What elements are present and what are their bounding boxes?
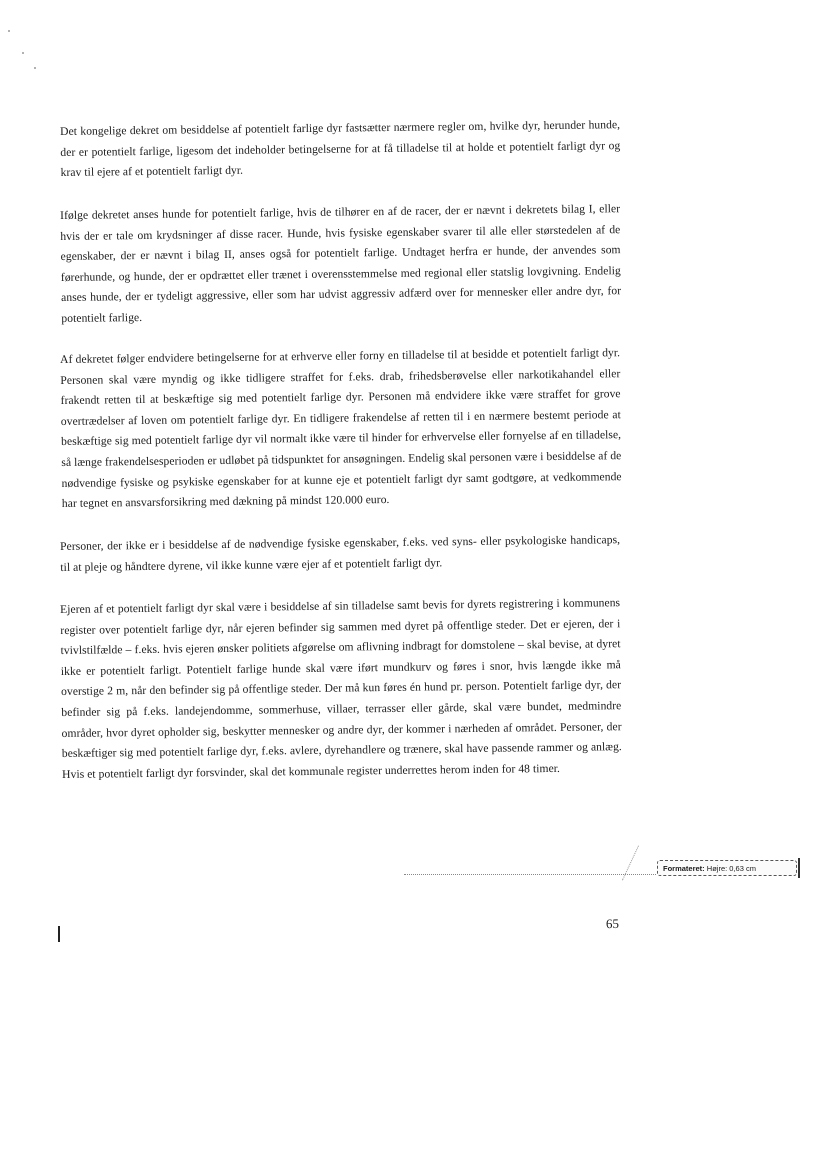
paragraph: Det kongelige dekret om besiddelse af potentielt farlige dyr fastsætter nærmere regler om, hvilke dyr, herunder hunde, der er potentielt farlige, ligesom det indeholder betingelserne for at få tilladelse til at holde et potentielt farligt dyr og krav til ejere af et potentielt farligt dyr.: [60, 118, 621, 180]
paragraph: Ejeren af et potentielt farligt dyr skal være i besiddelse af sin tilladelse samt bevis for dyrets registrering i kommunens register over potentielt farlige dyr, når ejeren befinder sig sammen med dyret på offentlige steder. Det er ejeren, der i tvivlstilfælde – f.eks. hvis ejeren ønsker politiets afgørelse om aflivning indbragt for domstolene – skal bevise, at dyret ikke er potentielt farligt. Potentielt farlige hunde skal være iført mundkurv og føres i snor, hvis længde ikke må overstige 2 m, når den befinder sig på offentlige steder. Der må kun føres én hund pr. person. Potentielt farlige dyr, der befinder sig på f.eks. landejendomme, sommerhuse, villaer, terrasser eller gårde, skal være bundet, medmindre områder, hvor dyret opholder sig, beskytter mennesker og andre dyr, der kommer i nærheden af området. Personer, der beskæftiger sig med potentielt farlige dyr, f.eks. avlere, dyrehandlere og trænere, skal have passende rammer og anlæg. Hvis et potentielt farligt dyr forsvinder, skal det kommunale register underrettes herom inden for 48 timer.: [60, 596, 622, 782]
change-bar: [58, 926, 60, 942]
page-number: 65: [605, 915, 620, 932]
comment-leader-line: [404, 874, 656, 875]
body-text: [60, 118, 622, 808]
comment-leader-line: [622, 846, 639, 881]
comment-text: Højre: 0,63 cm: [706, 864, 756, 873]
scan-speck: [34, 67, 36, 69]
paragraph: Ifølge dekretet anses hunde for potentielt farlige, hvis de tilhører en af de racer, der er nævnt i dekretets bilag I, eller hvis der er tale om krydsninger af disse racer. Hunde, hvis fysiske egenskaber svarer til alle eller størstedelen af de egenskaber, der er nævnt i bilag II, anses også for potentielt farlige. Undtaget herfra er hunde, der anvendes som førerhunde, og hunde, der er opdrættet eller trænet i overensstemmelse med regional eller statslig lovgivning. Endelig anses hunde, der er tydeligt aggressive, eller som har udvist aggressiv adfærd over for mennesker eller andre dyr, for potentielt farlige.: [60, 201, 622, 325]
formatting-comment-balloon[interactable]: [657, 860, 797, 876]
paragraph: Af dekretet følger endvidere betingelserne for at erhverve eller forny en tilladelse til at besidde et potentielt farligt dyr. Personen skal være myndig og ikke tidligere straffet for f.eks. drab, frihedsberøvelse eller narkotikahandel eller frakendt retten til at beskæftige sig med potentielt farlige dyr. Personen må endvidere ikke være straffet for grove overtrædelser af loven om potentielt farlige dyr. En tidligere frakendelse af retten til i en nærmere bestemt periode at beskæftige sig med potentielt farlige dyr vil normalt ikke være til hinder for erhvervelse eller fornyelse af en tilladelse, så længe frakendelsesperioden er udløbet på tidspunktet for ansøgningen. Endelig skal personen være i besiddelse af de nødvendige fysiske og psykiske egenskaber for at kunne eje et potentielt farligt dyr samt godtgøre, at vedkommende har tegnet en ansvarsforsikring med dækning på mindst 120.000 euro.: [60, 346, 622, 511]
scan-speck: [8, 30, 10, 32]
comment-label: Formateret:: [663, 864, 705, 873]
scan-speck: [22, 52, 24, 54]
paragraph: Personer, der ikke er i besiddelse af de nødvendige fysiske egenskaber, f.eks. ved syns- eller psykologiske handicaps, til at pleje og håndtere dyrene, vil ikke kunne være ejer af et potentielt farligt dyr.: [60, 533, 621, 574]
margin-bracket: [798, 858, 800, 878]
